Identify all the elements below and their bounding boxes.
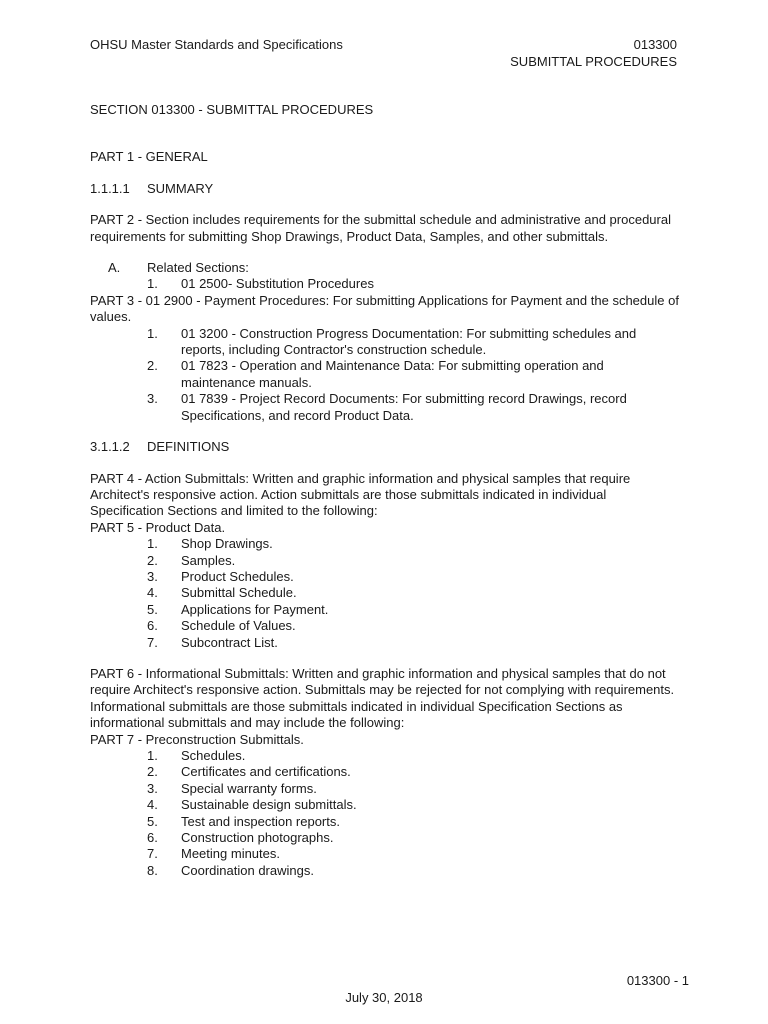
list-item: 5. Test and inspection reports. [147, 813, 340, 829]
header-org-title: OHSU Master Standards and Specifications [90, 37, 343, 52]
list-item: 4. Sustainable design submittals. [147, 797, 357, 813]
list-item: 4. Submittal Schedule. [147, 585, 297, 601]
part1-heading: PART 1 - GENERAL [90, 149, 208, 165]
list-item: 1. Shop Drawings. [147, 536, 273, 552]
list-item: 6. Construction photographs. [147, 830, 334, 846]
part6-paragraph: PART 6 - Informational Submittals: Written and graphic information and physical samples that do not require Architect's responsive action. Submittals may be rejected for not complying with requirements. Informational submittals are those submittals indicated in individual Specification Sections as informational submittals and may include the following: [90, 665, 675, 731]
list-item: 3. Special warranty forms. [147, 780, 317, 796]
list-item: 3. 01 7839 - Project Record Documents: For submitting record Drawings, record Specifications, and record Product Data. [147, 391, 627, 423]
list-item: 6. Schedule of Values. [147, 618, 296, 634]
header-section-info [510, 37, 677, 70]
related-sections-heading [90, 260, 680, 276]
header-section-name: SUBMITTAL PROCEDURES [510, 53, 677, 69]
list-item: 2. Certificates and certifications. [147, 764, 351, 780]
related-label: Related Sections: [147, 260, 249, 276]
summary-number: 1.1.1.1 [90, 180, 130, 196]
footer-page-number: 013300 - 1 [626, 973, 689, 988]
part7-paragraph: PART 7 - Preconstruction Submittals. [90, 731, 304, 747]
list-item: 1. Schedules. [147, 748, 246, 763]
part5-list [90, 536, 680, 651]
list-item: 7. Subcontract List. [147, 634, 278, 650]
part3-list [90, 326, 680, 424]
list-item: 3. Product Schedules. [147, 568, 294, 584]
definitions-label: DEFINITIONS [147, 439, 230, 455]
part7-list [90, 748, 680, 879]
part4-paragraph: PART 4 - Action Submittals: Written and graphic information and physical samples that require Architect's responsive action. Action submittals are those submittals indicated in individual Specification Sections and limited to the following: [90, 470, 631, 519]
list-item: 7. Meeting minutes. [147, 846, 280, 862]
related-letter: A. [108, 260, 121, 276]
part5-paragraph: PART 5 - Product Data. [90, 519, 226, 535]
definitions-number: 3.1.1.2 [90, 439, 130, 455]
footer-date: July 30, 2018 [345, 990, 423, 1005]
list-item: 5. Applications for Payment. [147, 601, 329, 617]
header-section-number: 013300 [633, 37, 677, 52]
list-item: 2. Samples. [147, 552, 236, 568]
section-title: SECTION 013300 - SUBMITTAL PROCEDURES [90, 102, 374, 117]
summary-label: SUMMARY [147, 180, 214, 196]
definitions-heading [90, 439, 680, 455]
part3-paragraph: PART 3 - 01 2900 - Payment Procedures: For submitting Applications for Payment and the schedule of values. [90, 292, 679, 325]
part2-paragraph: PART 2 - Section includes requirements for the submittal schedule and administrative and procedural requirements for submitting Shop Drawings, Product Data, Samples, and other submittals. [90, 212, 671, 244]
list-item: 1. 01 2500- Substitution Procedures [147, 276, 374, 292]
summary-heading [90, 181, 680, 197]
list-item: 8. Coordination drawings. [147, 862, 314, 878]
document-body [90, 102, 680, 879]
list-item: 1. 01 3200 - Construction Progress Documentation: For submitting schedules and reports, including Contractor's construction schedule. [147, 325, 637, 358]
list-item: 2. 01 7823 - Operation and Maintenance Data: For submitting operation and maintenance manuals. [147, 358, 604, 390]
